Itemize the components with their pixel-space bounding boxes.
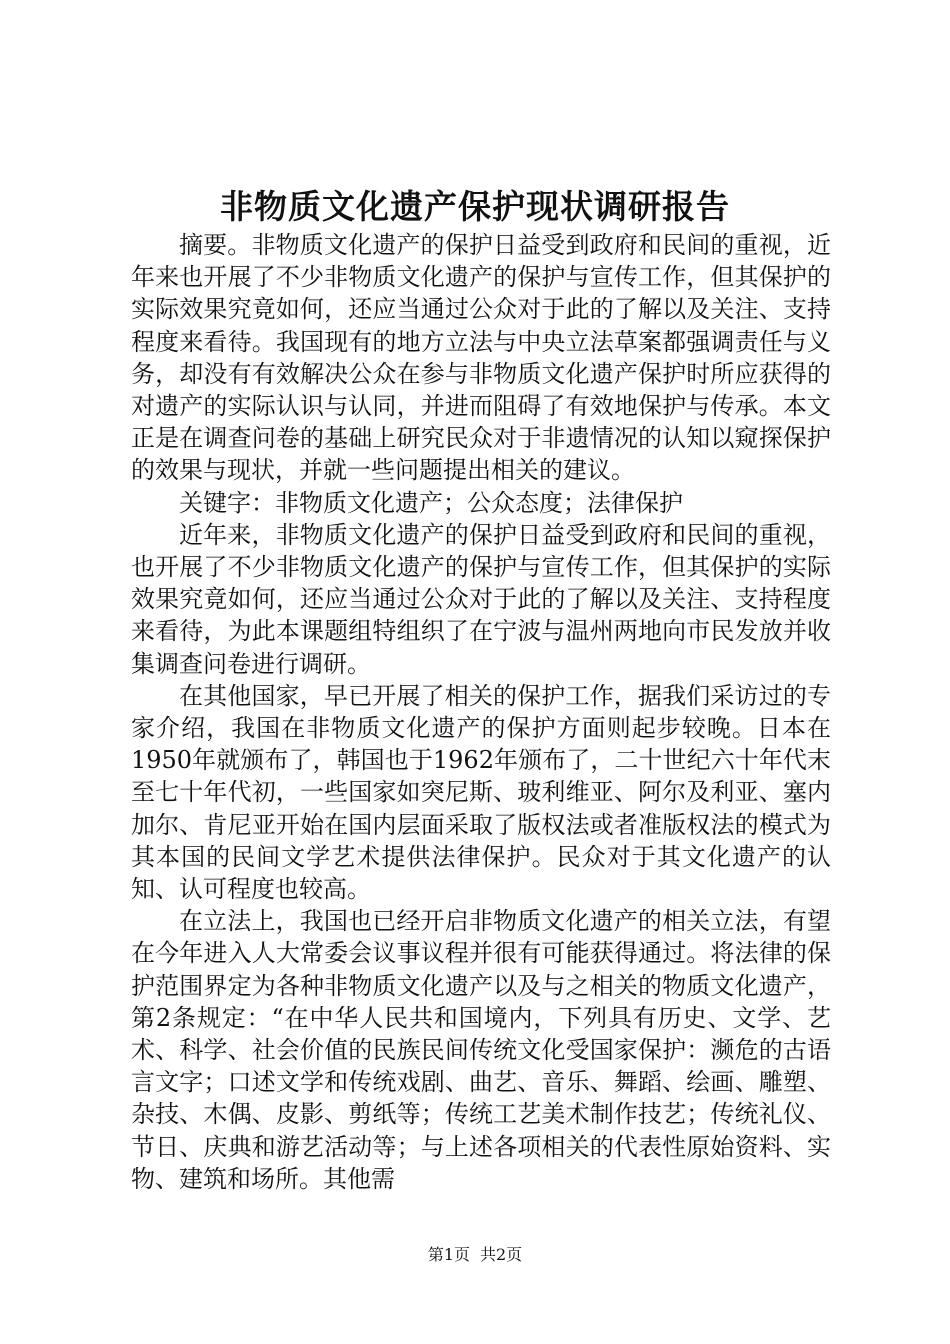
page-number: 第1页 bbox=[427, 1245, 470, 1264]
keywords-paragraph: 关键字：非物质文化遗产；公众态度；法律保护 bbox=[179, 488, 683, 517]
document-body bbox=[131, 229, 831, 1195]
body-paragraph: 在其他国家，早已开展了相关的保护工作，据我们采访过的专家介绍，我国在非物质文化遗产的保护方面则起步较晚。日本在1950年就颁布了，韩国也于1962年颁布了，二十世纪六十年代末至七十年代初，一些国家如突尼斯、玻利维亚、阿尔及利亚、塞内加尔、肯尼亚开始在国内层面采取了版权法或者准版权法的模式为其本国的民间文学艺术提供法律保护。民众对于其文化遗产的认知、认可程度也较高。 bbox=[131, 681, 831, 904]
page-footer bbox=[0, 1244, 950, 1266]
body-paragraph: 在立法上，我国也已经开启非物质文化遗产的相关立法，有望在今年进入人大常委会议事议程并很有可能获得通过。将法律的保护范围界定为各种非物质文化遗产以及与之相关的物质文化遗产，第2条规定：“在中华人民共和国境内，下列具有历史、文学、艺术、科学、社会价值的民族民间传统文化受国家保护：濒危的古语言文字；口述文学和传统戏剧、曲艺、音乐、舞蹈、绘画、雕塑、杂技、木偶、皮影、剪纸等；传统工艺美术制作技艺；传统礼仪、节日、庆典和游艺活动等；与上述各项相关的代表性原始资料、实物、建筑和场所。其他需 bbox=[131, 907, 831, 1193]
document-title: 非物质文化遗产保护现状调研报告 bbox=[220, 187, 730, 226]
abstract-paragraph: 摘要。非物质文化遗产的保护日益受到政府和民间的重视，近年来也开展了不少非物质文化遗产的保护与宣传工作，但其保护的实际效果究竟如何，还应当通过公众对于此的了解以及关注、支持程度来看待。我国现有的地方立法与中央立法草案都强调责任与义务，却没有有效解决公众在参与非物质文化遗产保护时所应获得的对遗产的实际认识与认同，并进而阻碍了有效地保护与传承。本文正是在调查问卷的基础上研究民众对于非遗情况的认知以窥探保护的效果与现状，并就一些问题提出相关的建议。 bbox=[131, 231, 831, 485]
body-paragraph: 近年来，非物质文化遗产的保护日益受到政府和民间的重视，也开展了不少非物质文化遗产的保护与宣传工作，但其保护的实际效果究竟如何，还应当通过公众对于此的了解以及关注、支持程度来看待，为此本课题组特组织了在宁波与温州两地向市民发放并收集调查问卷进行调研。 bbox=[131, 520, 831, 678]
page-total: 共2页 bbox=[480, 1245, 523, 1264]
